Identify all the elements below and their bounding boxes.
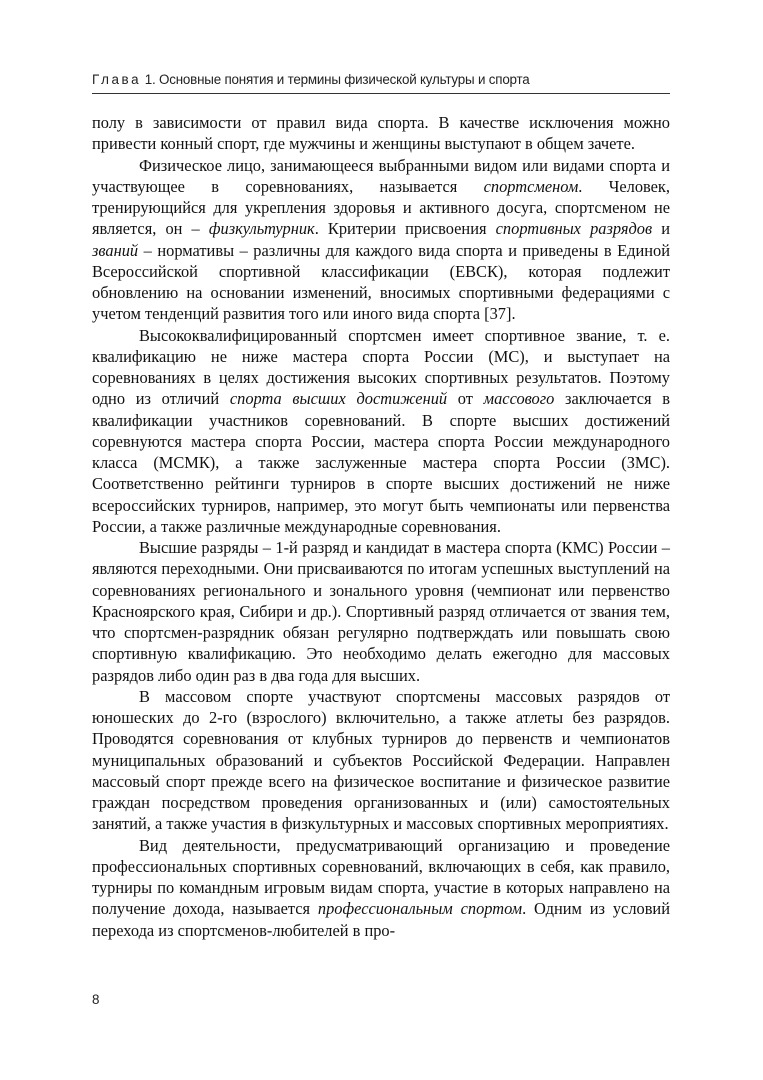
paragraph-text: В массовом спорте участвуют спортсмены массовых разрядов от юношеских до 2-го (взрослого) включительно, а также атлеты без разрядов. Проводятся соревнования от клубных турниров до первенств и чемпионатов муниципальных образований и субъектов Российской Федерации. Направлен массовый спорт прежде всего на физическое воспитание и физическое развитие граждан посредством проведения организованных и (или) самостоятельных занятий, а также участия в физкультурных и массовых спортивных мероприятиях. [92,686,670,834]
term-italic: званий [92,240,139,260]
chapter-word: Глава [92,72,142,87]
term-italic: спортивных разрядов [495,219,653,239]
paragraph [92,325,670,538]
paragraph-text: от [457,389,473,409]
term-italic: спорта высших достижений [229,389,448,409]
paragraph [92,155,670,325]
paragraph-text: . Человек, тренирующийся для укрепления здоровья и активного досуга, спортсменом не является, он – [92,176,670,239]
body-text [92,112,670,941]
paragraph-text: Высококвалифицированный спортсмен имеет спортивное звание, т. е. квалификацию не ниже мастера спорта России (МС), и выступает на соревнованиях в целях достижения высоких спортивных результатов. Поэтому одно из отличий [92,325,670,409]
paragraph-text: . Одним из условий перехода из спортсменов-любителей в про- [92,899,670,940]
paragraph [92,835,670,941]
chapter-number: 1. [144,72,156,87]
page-number: 8 [92,992,100,1007]
term-italic: профессиональным спортом [317,899,523,919]
term-italic: массового [483,389,555,409]
paragraph [92,112,670,155]
paragraph-text: Вид деятельности, предусматривающий организацию и проведение профессиональных спортивных соревнований, включающих в себя, как правило, турниры по командным игровым видам спорта, участие в которых направлено на получение дохода, называется [92,835,670,919]
paragraph-text: полу в зависимости от правил вида спорта. В качестве исключения можно привести конный спорт, где мужчины и женщины выступают в общем зачете. [92,113,670,154]
paragraph-text: . Критерии присвоения [314,219,487,239]
paragraph-text: – нормативы – различны для каждого вида спорта и приведены в Единой Всероссийской спортивной классификации (ЕВСК), которая подлежит обновлению на основании изменений, вносимых спортивными федерациями с учетом тенденций развития того или иного вида спорта [37]. [92,240,670,324]
paragraph-text: Физическое лицо, занимающееся выбранными видом или видами спорта и участвующее в соревнованиях, называется [92,155,670,196]
header-divider [92,93,670,94]
paragraph-text: и [661,219,670,239]
paragraph [92,537,670,686]
paragraph-text: заключается в квалификации участников соревнований. В спорте высших достижений соревнуются мастера спорта России, мастера спорта России международного класса (МСМК), а также заслуженные мастера спорта России (ЗМС). Соответственно рейтинги турниров в спорте высших достижений не ниже всероссийских турниров, например, это могут быть чемпионаты или первенства России, а также различные международные соревнования. [92,389,670,536]
chapter-title: Основные понятия и термины физической культуры и спорта [159,72,530,87]
paragraph-text: Высшие разряды – 1-й разряд и кандидат в мастера спорта (КМС) России – являются переходными. Они присваиваются по итогам успешных выступлений на соревнованиях регионального и зонального уровня (чемпионат или первенство Красноярского края, Сибири и др.). Спортивный разряд отличается от звания тем, что спортсмен-разрядник обязан регулярно подтверждать или повышать свою спортивную квалификацию. Это необходимо делать ежегодно для массовых разрядов либо один раз в два года для высших. [92,538,670,685]
term-italic: спортсменом [483,176,579,196]
paragraph [92,686,670,835]
running-header [92,72,670,87]
term-italic: физкультурник [208,219,315,239]
